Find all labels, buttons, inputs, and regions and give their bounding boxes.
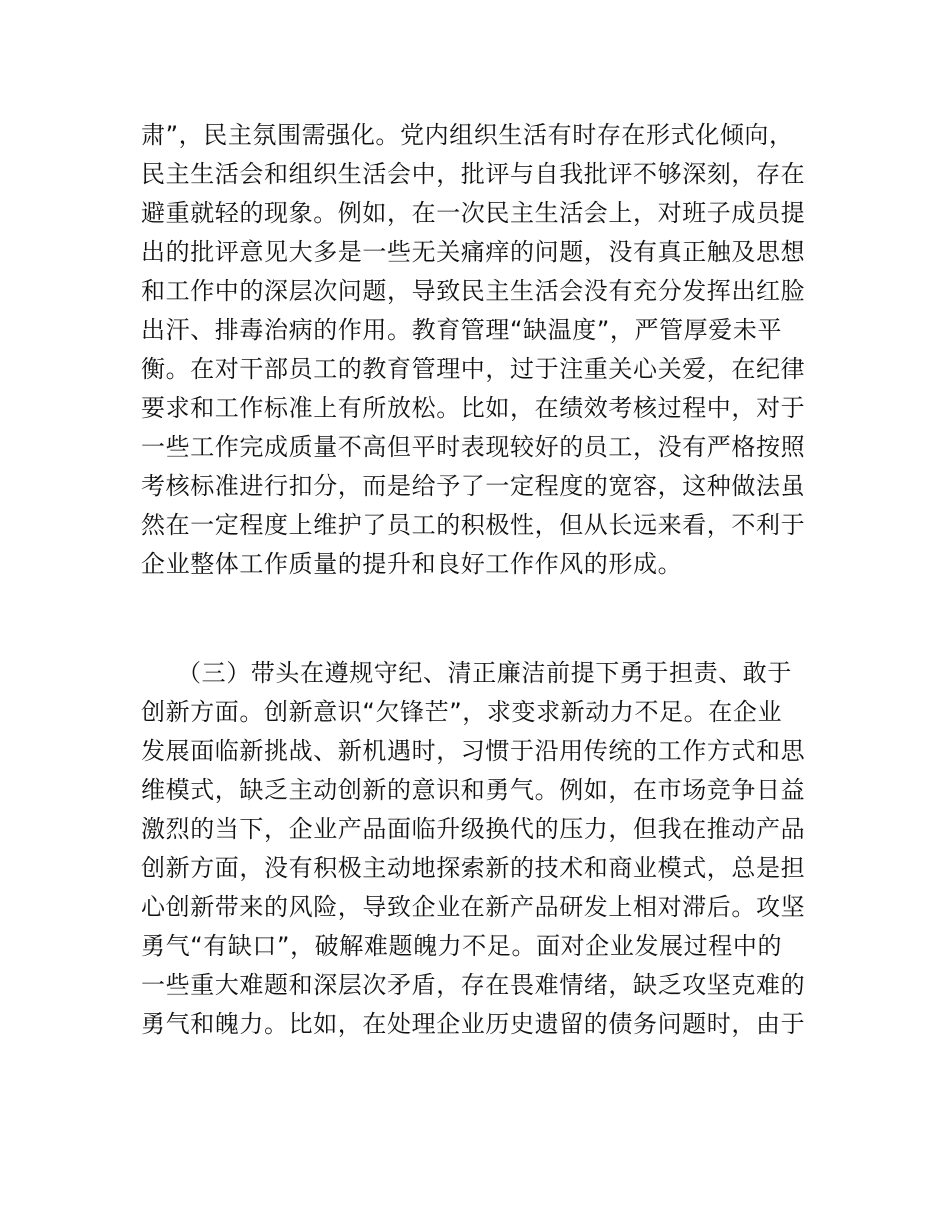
text-line: 激烈的当下，企业产品面临升级换代的压力，但我在推动产品 <box>141 815 806 843</box>
text-line: 一些重大难题和深层次矛盾，存在畏难情绪，缺乏攻坚克难的 <box>141 971 806 999</box>
text-line: 企业整体工作质量的提升和良好工作作风的形成。 <box>141 550 683 578</box>
text-line: 创新方面，没有积极主动地探索新的技术和商业模式，总是担 <box>141 854 806 882</box>
text-line: 创新方面。创新意识“欠锋芒”，求变求新动力不足。在企业 <box>141 698 783 726</box>
section-heading-line: （三）带头在遵规守纪、清正廉洁前提下勇于担责、敢于 <box>177 659 792 687</box>
text-line: 和工作中的深层次问题，导致民主生活会没有充分发挥出红脸 <box>141 277 806 305</box>
text-line: 出的批评意见大多是一些无关痛痒的问题，没有真正触及思想 <box>141 238 806 266</box>
text-line: 勇气“有缺口”，破解难题魄力不足。面对企业发展过程中的 <box>141 932 783 960</box>
text-line: 肃”，民主氛围需强化。党内组织生活有时存在形式化倾向， <box>141 121 794 149</box>
paragraph-2 <box>141 654 821 1044</box>
text-line: 心创新带来的风险，导致企业在新产品研发上相对滞后。攻坚 <box>141 893 806 921</box>
text-line: 衡。在对干部员工的教育管理中，过于注重关心关爱，在纪律 <box>141 355 806 383</box>
text-line: 出汗、排毒治病的作用。教育管理“缺温度”，严管厚爱未平 <box>141 316 783 344</box>
text-line: 要求和工作标准上有所放松。比如，在绩效考核过程中，对于 <box>141 394 806 422</box>
text-line: 发展面临新挑战、新机遇时，习惯于沿用传统的工作方式和思 <box>141 737 806 765</box>
text-line: 民主生活会和组织生活会中，批评与自我批评不够深刻，存在 <box>141 160 806 188</box>
text-line: 维模式，缺乏主动创新的意识和勇气。例如，在市场竞争日益 <box>141 776 806 804</box>
text-line: 避重就轻的现象。例如，在一次民主生活会上，对班子成员提 <box>141 199 806 227</box>
text-line: 勇气和魄力。比如，在处理企业历史遗留的债务问题时，由于 <box>141 1010 806 1038</box>
text-line: 一些工作完成质量不高但平时表现较好的员工，没有严格按照 <box>141 433 806 461</box>
paragraph-1 <box>141 116 821 584</box>
text-line: 考核标准进行扣分，而是给予了一定程度的宽容，这种做法虽 <box>141 472 806 500</box>
text-line: 然在一定程度上维护了员工的积极性，但从长远来看，不利于 <box>141 511 806 539</box>
